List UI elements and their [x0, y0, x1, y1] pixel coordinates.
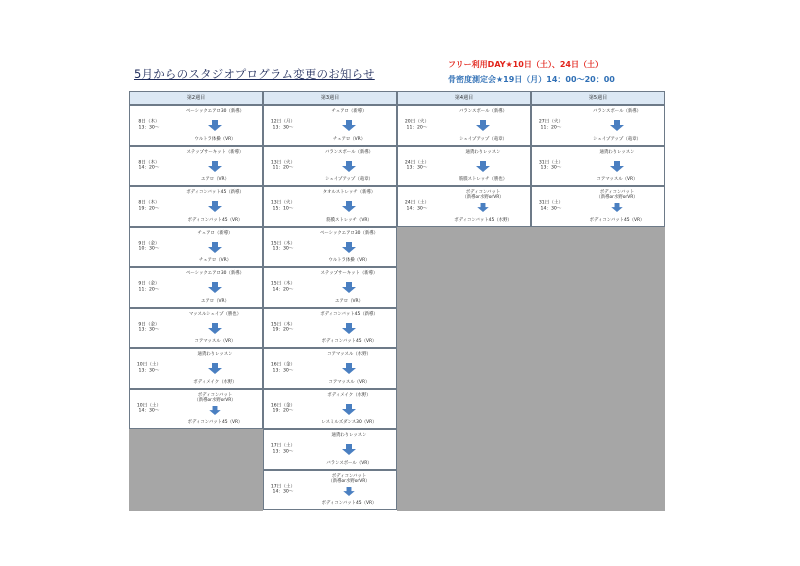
schedule-cell	[263, 267, 397, 308]
cell-date: 8日（木） 14：20～	[138, 160, 160, 171]
old-program: バランスボール（新導）	[324, 149, 374, 155]
old-program: ボディコンバット （新導or水野orVR）	[462, 190, 504, 201]
schedule-cell	[129, 267, 263, 308]
cell-date: 15日（木） 19：20～	[270, 322, 296, 333]
cell-date: 8日（木） 19：20～	[138, 200, 160, 212]
new-program: ボディコンバット45（水野）	[454, 217, 512, 223]
arrow-down-icon	[342, 282, 356, 293]
new-program: ボディコンバット45（VR）	[589, 217, 645, 223]
schedule-cell	[129, 146, 263, 187]
schedule-cell	[129, 105, 263, 146]
schedule-cell	[397, 186, 531, 227]
schedule-cell	[263, 146, 397, 187]
free-day-notice: フリー利用DAY★10日（土）、24日（土）	[448, 60, 603, 69]
arrow-down-icon	[342, 404, 356, 415]
new-program: チェアロ（VR）	[332, 136, 366, 142]
old-program: チェアロ（新導）	[331, 109, 367, 114]
arrow-down-icon	[342, 242, 356, 253]
arrow-down-icon	[610, 120, 624, 131]
old-program: マッスルシェイプ（勝也）	[188, 311, 242, 317]
schedule-cell	[397, 105, 531, 146]
page-title: 5月からのスタジオプログラム変更のお知らせ	[134, 67, 375, 81]
old-program: 通貨わりレッスン	[331, 433, 367, 438]
old-program: ベーシックエアロ30（新導）	[319, 230, 378, 236]
schedule-cell	[531, 146, 665, 187]
cell-date: 31日（土） 14：30～	[538, 200, 564, 212]
schedule-cell	[531, 186, 665, 227]
schedule-cell	[531, 105, 665, 146]
cell-date: 9日（金） 13：30～	[138, 322, 160, 333]
cell-date: 9日（金） 11：20～	[138, 281, 160, 293]
new-program: シェイプアップ（竜章）	[325, 177, 373, 182]
cell-date: 24日（土） 14：30～	[404, 200, 430, 212]
cell-date: 24日（土） 13：30～	[404, 160, 430, 171]
old-program: ステップサーキット（新導）	[186, 149, 244, 155]
schedule-cell	[263, 429, 397, 470]
old-program: 通貨わりレッスン	[197, 352, 233, 357]
new-program: コアマッスル（VR）	[596, 177, 638, 182]
new-program: レスミルズダンス30（VR）	[321, 420, 377, 425]
arrow-down-icon	[342, 161, 356, 172]
arrow-down-icon	[476, 203, 490, 212]
cell-date: 15日（木） 13：30～	[270, 241, 296, 252]
new-program: ボディコンバット45（VR）	[321, 501, 377, 506]
arrow-down-icon	[342, 120, 356, 131]
old-program: 通貨わりレッスン	[599, 149, 635, 155]
arrow-down-icon	[208, 242, 222, 253]
new-program: チェアロ（VR）	[198, 258, 232, 263]
cell-date: 27日（火） 11：20～	[538, 119, 564, 131]
cell-date: 12日（月） 13：30～	[270, 119, 296, 131]
schedule-cell	[129, 227, 263, 268]
cell-date: 16日（金） 19：20～	[270, 403, 296, 414]
schedule-cell	[263, 470, 397, 511]
week-header: 第5週目	[531, 91, 665, 105]
cell-date: 15日（木） 14：20～	[270, 281, 296, 293]
arrow-down-icon	[610, 161, 624, 172]
old-program: ボディコンバット45（新導）	[186, 190, 244, 195]
new-program: ボディコンバット45（VR）	[187, 420, 243, 425]
cell-date: 10日（土） 14：30～	[136, 403, 162, 414]
new-program: ボディコンバット45（VR）	[187, 217, 243, 223]
arrow-down-icon	[208, 161, 222, 172]
old-program: コアマッスル（水野）	[327, 352, 371, 357]
old-program: バランスボール（新導）	[592, 109, 642, 114]
cell-date: 17日（土） 13：30～	[270, 443, 296, 455]
old-program: ボディメイク（水野）	[327, 392, 371, 398]
new-program: コアマッスル（VR）	[328, 379, 370, 385]
arrow-down-icon	[342, 323, 356, 334]
week-header: 第4週目	[397, 91, 531, 105]
schedule-cell	[263, 308, 397, 349]
new-program: エアロ（VR）	[200, 298, 229, 304]
schedule-cell	[263, 348, 397, 389]
new-program: ボディメイク（水野）	[193, 379, 237, 385]
cell-date: 16日（金） 13：30～	[270, 362, 296, 374]
old-program: ベーシックエアロ30（新導）	[185, 109, 244, 114]
cell-date: 13日（火） 15：10～	[270, 200, 296, 212]
new-program: シェイプアップ（竜章）	[459, 136, 507, 142]
cell-date: 20日（火） 11：20～	[404, 119, 430, 131]
new-program: エアロ（VR）	[200, 177, 229, 182]
week-header: 第2週目	[129, 91, 263, 105]
cell-date: 13日（火） 11：20～	[270, 160, 296, 171]
new-program: エアロ（VR）	[334, 298, 363, 304]
old-program: ステップサーキット（新導）	[320, 271, 378, 276]
cell-date: 8日（木） 13：30～	[138, 119, 160, 131]
week-header: 第3週目	[263, 91, 397, 105]
arrow-down-icon	[476, 120, 490, 131]
old-program: ボディコンバット （新導or水野orVR）	[328, 473, 370, 484]
schedule-cell	[263, 186, 397, 227]
schedule-cell	[263, 227, 397, 268]
old-program: ベーシックエアロ30（新導）	[185, 271, 244, 276]
new-program: バランスボール（VR）	[326, 460, 372, 466]
arrow-down-icon	[476, 161, 490, 172]
schedule-cell	[397, 146, 531, 187]
old-program: ボディコンバット45（新導）	[320, 311, 378, 317]
old-program: タオルストレッチ（新導）	[322, 190, 376, 195]
arrow-down-icon	[342, 444, 356, 455]
old-program: バランスボール（新導）	[458, 109, 508, 114]
arrow-down-icon	[610, 203, 624, 212]
old-program: ボディコンバット （新導or水野orVR）	[596, 190, 638, 201]
cell-date: 31日（土） 13：30～	[538, 160, 564, 171]
new-program: 筋膜ストレッチ（勝也）	[458, 177, 508, 182]
schedule-cell	[263, 105, 397, 146]
new-program: ボディコンバット45（VR）	[321, 339, 377, 344]
cell-date: 17日（土） 14：30～	[270, 484, 296, 495]
new-program: 筋膜ストレッチ（VR）	[326, 217, 372, 223]
bone-density-notice: 骨密度測定会★19日（月）14：00～20：00	[448, 75, 615, 84]
arrow-down-icon	[208, 406, 222, 415]
arrow-down-icon	[208, 201, 222, 212]
old-program: ボディコンバット （新導or水野orVR）	[194, 392, 236, 403]
new-program: シェイプアップ（竜章）	[593, 136, 641, 142]
arrow-down-icon	[208, 323, 222, 334]
schedule-cell	[263, 389, 397, 430]
schedule-cell	[129, 308, 263, 349]
schedule-table	[129, 91, 665, 511]
schedule-cell	[129, 348, 263, 389]
cell-date: 10日（土） 13：30～	[136, 362, 162, 374]
cell-date: 9日（金） 10：30～	[138, 241, 160, 252]
arrow-down-icon	[208, 282, 222, 293]
old-program: 通貨わりレッスン	[465, 149, 501, 155]
arrow-down-icon	[208, 120, 222, 131]
empty-area-week2	[129, 429, 263, 511]
new-program: ウルトラ体操（VR）	[194, 136, 236, 142]
arrow-down-icon	[342, 363, 356, 374]
arrow-down-icon	[342, 201, 356, 212]
empty-area-week4-5	[397, 226, 665, 511]
old-program: チェアロ（新導）	[197, 230, 233, 236]
schedule-cell	[129, 389, 263, 430]
new-program: コアマッスル（VR）	[194, 339, 236, 344]
arrow-down-icon	[208, 363, 222, 374]
new-program: ウルトラ体操（VR）	[328, 258, 370, 263]
schedule-cell	[129, 186, 263, 227]
arrow-down-icon	[342, 487, 356, 496]
